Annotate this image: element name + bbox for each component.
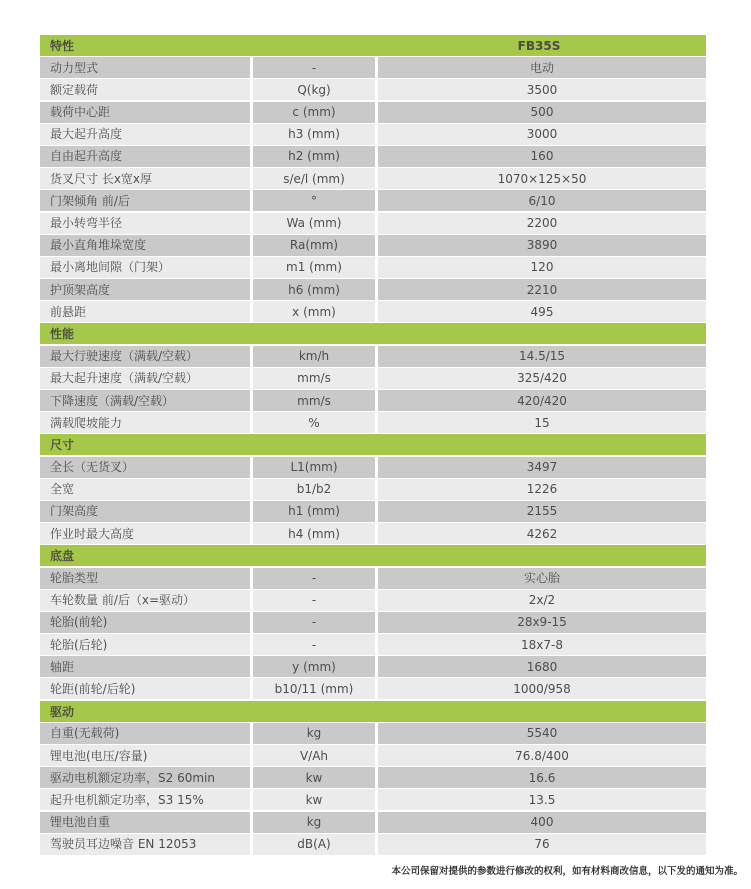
table-row xyxy=(40,678,706,699)
spec-unit-cell: Wa (mm) xyxy=(253,213,375,234)
spec-label-cell: 最小离地间隙（门架） xyxy=(40,257,250,278)
section-header-row: 底盘 xyxy=(40,545,706,566)
spec-unit-cell: y (mm) xyxy=(253,656,375,677)
spec-value-cell: 3500 xyxy=(378,79,706,100)
table-row xyxy=(40,612,706,633)
spec-unit-cell: b1/b2 xyxy=(253,479,375,500)
spec-unit-cell: kw xyxy=(253,767,375,788)
spec-table xyxy=(40,35,706,855)
spec-unit-cell: h3 (mm) xyxy=(253,124,375,145)
table-row xyxy=(40,57,706,78)
section-header-row: 驱动 xyxy=(40,701,706,722)
spec-value-cell: 1226 xyxy=(378,479,706,500)
table-row xyxy=(40,789,706,810)
table-row xyxy=(40,812,706,833)
spec-label-cell: 作业时最大高度 xyxy=(40,523,250,544)
table-header-row xyxy=(40,35,706,56)
spec-value-cell: 2155 xyxy=(378,501,706,522)
spec-label-cell: 轮距(前轮/后轮) xyxy=(40,678,250,699)
spec-value-cell: 5540 xyxy=(378,723,706,744)
spec-label-cell: 锂电池(电压/容量) xyxy=(40,745,250,766)
spec-label-cell: 轮胎(后轮) xyxy=(40,634,250,655)
table-row xyxy=(40,501,706,522)
spec-value-cell: 2210 xyxy=(378,279,706,300)
table-row xyxy=(40,257,706,278)
spec-label-cell: 车轮数量 前/后（x=驱动） xyxy=(40,590,250,611)
spec-unit-cell: - xyxy=(253,568,375,589)
spec-value-cell: 实心胎 xyxy=(378,568,706,589)
spec-value-cell: 3890 xyxy=(378,235,706,256)
table-row xyxy=(40,745,706,766)
spec-unit-cell: - xyxy=(253,634,375,655)
spec-value-cell: 2200 xyxy=(378,213,706,234)
spec-label-cell: 门架倾角 前/后 xyxy=(40,190,250,211)
spec-label-cell: 自重(无载荷) xyxy=(40,723,250,744)
table-row xyxy=(40,146,706,167)
spec-label-cell: 驾驶员耳边噪音 EN 12053 xyxy=(40,834,250,855)
section-header-row: 尺寸 xyxy=(40,434,706,455)
table-row xyxy=(40,767,706,788)
spec-label-cell: 最小转弯半径 xyxy=(40,213,250,234)
spec-unit-cell: dB(A) xyxy=(253,834,375,855)
table-row xyxy=(40,235,706,256)
header-feature-label: 特性 xyxy=(50,38,75,53)
spec-value-cell: 6/10 xyxy=(378,190,706,211)
spec-label-cell: 最大起升速度（满载/空载） xyxy=(40,368,250,389)
spec-value-cell: 28x9-15 xyxy=(378,612,706,633)
spec-value-cell: 1000/958 xyxy=(378,678,706,699)
spec-value-cell: 4262 xyxy=(378,523,706,544)
spec-unit-cell: V/Ah xyxy=(253,745,375,766)
table-row xyxy=(40,634,706,655)
spec-unit-cell: m1 (mm) xyxy=(253,257,375,278)
table-row xyxy=(40,590,706,611)
spec-unit-cell: h2 (mm) xyxy=(253,146,375,167)
spec-unit-cell: - xyxy=(253,57,375,78)
spec-value-cell: 18x7-8 xyxy=(378,634,706,655)
spec-label-cell: 轴距 xyxy=(40,656,250,677)
table-row xyxy=(40,723,706,744)
spec-unit-cell: b10/11 (mm) xyxy=(253,678,375,699)
table-row xyxy=(40,301,706,322)
disclaimer-footnote: 本公司保留对提供的参数进行修改的权利，如有材料商改信息，以下发的通知为准。 xyxy=(391,866,743,877)
spec-label-cell: 轮胎(前轮) xyxy=(40,612,250,633)
spec-unit-cell: mm/s xyxy=(253,390,375,411)
table-row xyxy=(40,390,706,411)
spec-unit-cell: x (mm) xyxy=(253,301,375,322)
spec-label-cell: 驱动电机额定功率，S2 60min xyxy=(40,767,250,788)
table-row xyxy=(40,102,706,123)
spec-unit-cell: L1(mm) xyxy=(253,457,375,478)
spec-unit-cell: Q(kg) xyxy=(253,79,375,100)
spec-value-cell: 160 xyxy=(378,146,706,167)
spec-label-cell: 起升电机额定功率，S3 15% xyxy=(40,789,250,810)
spec-value-cell: 3497 xyxy=(378,457,706,478)
spec-value-cell: 15 xyxy=(378,412,706,433)
table-row xyxy=(40,213,706,234)
spec-label-cell: 动力型式 xyxy=(40,57,250,78)
table-row xyxy=(40,523,706,544)
spec-value-cell: 420/420 xyxy=(378,390,706,411)
spec-label-cell: 自由起升高度 xyxy=(40,146,250,167)
spec-unit-cell: s/e/l (mm) xyxy=(253,168,375,189)
spec-unit-cell: h4 (mm) xyxy=(253,523,375,544)
spec-unit-cell: kg xyxy=(253,723,375,744)
spec-unit-cell: ° xyxy=(253,190,375,211)
spec-unit-cell: - xyxy=(253,612,375,633)
spec-label-cell: 最大行驶速度（满载/空载） xyxy=(40,346,250,367)
table-row xyxy=(40,346,706,367)
spec-unit-cell: kw xyxy=(253,789,375,810)
spec-value-cell: 2x/2 xyxy=(378,590,706,611)
spec-value-cell: 400 xyxy=(378,812,706,833)
spec-value-cell: 13.5 xyxy=(378,789,706,810)
spec-label-cell: 门架高度 xyxy=(40,501,250,522)
spec-unit-cell: c (mm) xyxy=(253,102,375,123)
spec-value-cell: 16.6 xyxy=(378,767,706,788)
table-row xyxy=(40,834,706,855)
table-row xyxy=(40,79,706,100)
spec-value-cell: 495 xyxy=(378,301,706,322)
spec-value-cell: 500 xyxy=(378,102,706,123)
section-header-row: 性能 xyxy=(40,323,706,344)
header-model-label: FB35S xyxy=(517,38,561,53)
spec-unit-cell: km/h xyxy=(253,346,375,367)
spec-value-cell: 电动 xyxy=(378,57,706,78)
spec-value-cell: 14.5/15 xyxy=(378,346,706,367)
spec-label-cell: 护顶架高度 xyxy=(40,279,250,300)
spec-label-cell: 额定载荷 xyxy=(40,79,250,100)
spec-value-cell: 120 xyxy=(378,257,706,278)
table-row xyxy=(40,279,706,300)
table-row xyxy=(40,168,706,189)
spec-label-cell: 载荷中心距 xyxy=(40,102,250,123)
spec-value-cell: 3000 xyxy=(378,124,706,145)
table-row xyxy=(40,568,706,589)
table-row xyxy=(40,457,706,478)
spec-label-cell: 轮胎类型 xyxy=(40,568,250,589)
header-unit-cell xyxy=(250,35,372,56)
spec-label-cell: 全长（无货叉） xyxy=(40,457,250,478)
spec-unit-cell: % xyxy=(253,412,375,433)
spec-label-cell: 货叉尺寸 长x宽x厚 xyxy=(40,168,250,189)
table-row xyxy=(40,124,706,145)
spec-unit-cell: mm/s xyxy=(253,368,375,389)
spec-label-cell: 前悬距 xyxy=(40,301,250,322)
spec-label-cell: 锂电池自重 xyxy=(40,812,250,833)
spec-value-cell: 76.8/400 xyxy=(378,745,706,766)
spec-unit-cell: kg xyxy=(253,812,375,833)
spec-value-cell: 325/420 xyxy=(378,368,706,389)
table-row xyxy=(40,656,706,677)
spec-unit-cell: h1 (mm) xyxy=(253,501,375,522)
table-row xyxy=(40,190,706,211)
spec-label-cell: 最小直角堆垛宽度 xyxy=(40,235,250,256)
spec-unit-cell: - xyxy=(253,590,375,611)
spec-value-cell: 1070×125×50 xyxy=(378,168,706,189)
table-row xyxy=(40,368,706,389)
table-row xyxy=(40,412,706,433)
spec-value-cell: 76 xyxy=(378,834,706,855)
table-row xyxy=(40,479,706,500)
spec-label-cell: 最大起升高度 xyxy=(40,124,250,145)
spec-unit-cell: h6 (mm) xyxy=(253,279,375,300)
spec-label-cell: 满载爬坡能力 xyxy=(40,412,250,433)
spec-label-cell: 全宽 xyxy=(40,479,250,500)
spec-label-cell: 下降速度（满载/空载） xyxy=(40,390,250,411)
spec-value-cell: 1680 xyxy=(378,656,706,677)
spec-unit-cell: Ra(mm) xyxy=(253,235,375,256)
